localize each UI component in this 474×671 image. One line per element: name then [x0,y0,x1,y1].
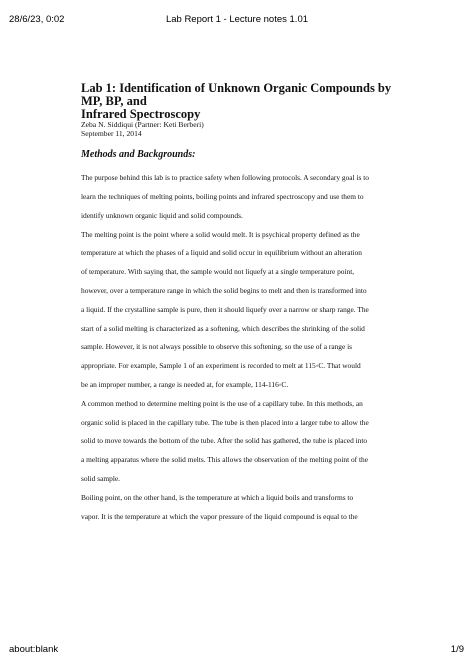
paragraph-capillary-method [81,395,399,489]
text-line: start of a solid melting is characterized as a softening, which describes the shrinking of the solid [81,323,365,333]
text-line: solid to move towards the bottom of the tube. After the solid has gathered, the tube is placed into [81,436,368,446]
text-line: learn the techniques of melting points, boiling points and infrared spectroscopy and use them to [81,191,364,201]
text-line: The purpose behind this lab is to practice safety when following protocols. A secondary goal is to [81,173,369,183]
text-line: sample. However, it is not always possible to observe this softening, so the use of a range is [81,342,353,352]
section-heading: Methods and Backgrounds: [81,149,196,161]
text-line: vapor. It is the temperature at which the vapor pressure of the liquid compound is equal to the [81,511,358,521]
report-date: September 11, 2014 [81,128,142,138]
text-line: however, over a temperature range in which the solid begins to melt and then is transformed into [81,285,367,295]
text-line: identify unknown organic liquid and solid compounds. [81,210,243,220]
document-title-line: Lab 1: Identification of Unknown Organic Compounds by MP, BP, and [81,81,392,108]
print-date: 28/6/23, 0:02 [9,14,65,25]
paragraph-boiling-point [81,489,399,527]
paragraph-melting-point [81,226,399,395]
document-title [81,82,399,121]
text-line: organic solid is placed in the capillary tube. The tube is then placed into a larger tube to allow the [81,417,369,427]
print-footer [0,644,474,658]
text-line: A common method to determine melting point is the use of a capillary tube. In this methods, an [81,398,363,408]
text-line: a liquid. If the crystalline sample is pure, then it should liquefy over a narrow or sharp range. The [81,304,369,314]
text-line: be an improper number, a range is needed at, for example, 114-116◦C. [81,379,289,389]
paragraph-purpose [81,169,399,225]
print-header [0,14,474,28]
print-page-title: Lab Report 1 - Lecture notes 1.01 [165,14,309,25]
page-number: 1/9 [450,644,464,655]
text-line: Boiling point, on the other hand, is the temperature at which a liquid boils and transforms to [81,492,354,502]
text-line: The melting point is the point where a solid would melt. It is psychical property defined as the [81,229,360,239]
document-body [81,82,399,526]
text-line: solid sample. [81,473,121,483]
author-line: Zeba N. Siddiqui (Partner: Keti Berberi) [81,120,204,129]
text-line: of temperature. With saying that, the sample would not liquefy at a single temperature point, [81,267,355,277]
text-line: temperature at which the phases of a liquid and solid occur in equilibrium without an alteration [81,248,362,258]
print-url: about:blank [9,644,59,655]
text-line: appropriate. For example, Sample 1 of an experiment is recorded to melt at 115◦C. That would [81,361,361,371]
document-title-line: Infrared Spectroscopy [81,107,201,121]
text-line: a melting apparatus where the solid melts. This allows the observation of the melting point of the [81,455,369,465]
